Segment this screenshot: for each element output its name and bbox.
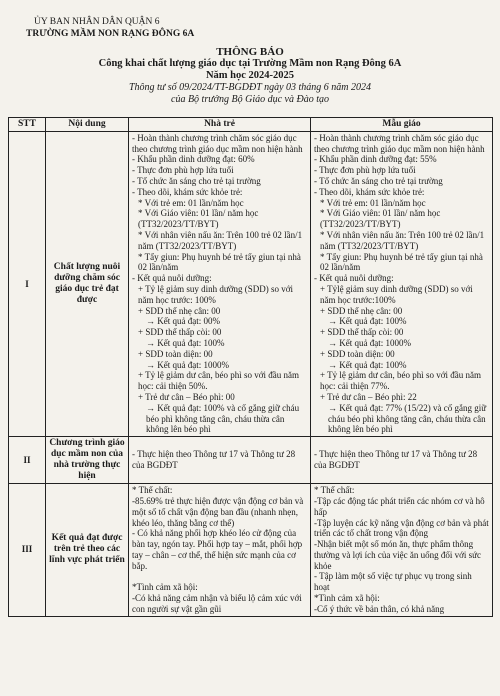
cell-nha-tre <box>129 131 311 436</box>
cell-text-line: + Tỷ lệ giảm suy dinh dưỡng (SDD) so với năm học trước: 100% <box>138 283 294 305</box>
cell-text-line: * Thể chất: <box>314 485 355 496</box>
reference-line-1: Thông tư số 09/2024/TT-BGDĐT ngày 03 tháng 6 năm 2024 <box>128 82 372 93</box>
row-content: Chương trình giáo dục mầm non của nhà trường thực hiện <box>46 437 129 484</box>
cell-text-line: - Khẩu phần dinh dưỡng đạt: 60% <box>132 154 255 165</box>
org-line-1: ỦY BAN NHÂN DÂN QUẬN 6 <box>34 17 160 27</box>
cell-text-line: * Tẩy giun: Phụ huynh bé trẻ tẩy giun tại nhà 02 lần/năm <box>138 251 301 273</box>
cell-text-line: - Theo dõi, khám sức khỏe trẻ: <box>132 186 243 197</box>
cell-text-line: -Tập luyện các kỹ năng vận động cơ bản và phát triển các tố chất trong vận động <box>314 517 489 539</box>
cell-text-line: + Trẻ dư cân – Béo phì: 00 <box>138 391 235 402</box>
row-content: Kết quả đạt được trên trẻ theo các lĩnh vực phát triển <box>46 484 129 617</box>
cell-text-line: → Kết quả đạt: 00% <box>146 316 220 327</box>
header-stt: STT <box>9 118 46 132</box>
cell-text-line: * Tẩy giun: Phụ huynh bé trẻ tẩy giun tại nhà 02 lần/năm <box>320 251 483 273</box>
cell-text-line: + SDD thể nhẹ cân: 00 <box>138 305 221 316</box>
cell-text-line: * Với trẻ em: 01 lần/năm học <box>138 197 244 208</box>
cell-text-line: + SDD toàn diện: 00 <box>320 348 395 359</box>
cell-text-line: *Tình cảm xã hội: <box>314 593 380 604</box>
cell-text-line: - Kết quả nuôi dưỡng: <box>132 273 212 284</box>
cell-text-line: * Với nhân viên nấu ăn: Trên 100 trẻ 02 lần/1 năm (TT32/2023/TT/BYT) <box>138 229 303 251</box>
cell-text-line: *Tình cảm xã hội: <box>132 582 198 593</box>
cell-text-line: → Kết quả đạt: 1000% <box>328 337 411 348</box>
cell-text-line: → Kết quả đạt: 100% <box>328 359 407 370</box>
cell-text-line: + Tỷ lệ giảm dư cân, béo phì so với đầu năm học: cải thiện 77%. <box>320 370 482 392</box>
cell-text-line: - Thực đơn phù hợp lứa tuổi <box>132 165 234 176</box>
title-block <box>0 46 500 106</box>
cell-text-line: - Khẩu phần dinh dưỡng đạt: 55% <box>314 154 437 165</box>
cell-text-line: - Có khả năng phối hợp khéo léo cử động của bàn tay, ngón tay. Phối hợp tay – mắt, phối hợp tay – chân – cơ thể, thể hiện sức mạnh của cơ bắp. <box>132 528 303 571</box>
cell-text-line: -Có khả năng cảm nhận và biểu lộ cảm xúc với con người sự vật gần gũi <box>132 593 302 614</box>
table-row <box>9 437 493 484</box>
row-stt: III <box>9 484 46 617</box>
cell-text-line <box>132 571 307 582</box>
cell-mau-giao <box>311 484 493 617</box>
cell-text-line: -85.69% trẻ thực hiện được vận động cơ bản và một số tố chất vận động ban đầu (nhanh nhẹn, khéo léo, thăng bằng cơ thể) <box>132 495 304 528</box>
cell-text-line: + SDD thể nhẹ cân: 00 <box>320 305 403 316</box>
table-row <box>9 484 493 617</box>
document-subtitle: Công khai chất lượng giáo dục tại Trường Mầm non Rạng Đông 6A <box>98 58 402 69</box>
cell-text-line: + Trẻ dư cân – Béo phì: 22 <box>320 391 417 402</box>
cell-nha-tre: - Thực hiện theo Thông tư 17 và Thông tư 28 của BGDĐT <box>129 437 311 484</box>
cell-nha-tre <box>129 484 311 617</box>
row-stt: II <box>9 437 46 484</box>
cell-text-line: - Tổ chức ăn sáng cho trẻ tại trường <box>132 175 261 186</box>
cell-text-line: - Hoàn thành chương trình chăm sóc giáo dục theo chương trình giáo dục mầm non hiện hành <box>314 132 485 154</box>
table-row <box>9 131 493 436</box>
table-header-row <box>9 118 493 132</box>
cell-text-line: + SDD thể thấp còi: 00 <box>320 327 404 338</box>
cell-text-line: * Với nhân viên nấu ăn: Trên 100 trẻ 02 lần/1 năm (TT32/2023/TT/BYT) <box>320 229 485 251</box>
header-content: Nội dung <box>46 118 129 132</box>
cell-mau-giao: - Thực hiện theo Thông tư 17 và Thông tư 28 của BGDĐT <box>311 437 493 484</box>
cell-text-line: → Kết quả đạt: 1000% <box>146 359 229 370</box>
quality-table <box>8 117 493 617</box>
cell-text-line: * Với Giáo viên: 01 lần/ năm học (TT32/2023/TT/BYT) <box>320 208 441 230</box>
org-line-2: TRƯỜNG MẦM NON RẠNG ĐÔNG 6A <box>26 29 195 39</box>
cell-text-line: → Kết quả đạt: 100% và cố gắng giữ cháu béo phì không tăng cân, cháu thừa cân không lên béo phì <box>146 402 300 435</box>
row-content: Chất lượng nuôi dưỡng chăm sóc giáo dục trẻ đạt được <box>46 131 129 436</box>
cell-text-line: * Với Giáo viên: 01 lần/ năm học (TT32/2023/TT/BYT) <box>138 208 259 230</box>
school-year: Năm học 2024-2025 <box>205 70 295 81</box>
cell-text-line: -Nhận biết một số món ăn, thực phẩm thông thường và lợi ích của việc ăn uống đối với sức khỏe <box>314 539 481 571</box>
cell-text-line: → Kết quả đạt: 77% (15/22) và cố gắng giữ cháu béo phì không tăng cân, cháu thừa cân không lên béo phì <box>328 402 487 435</box>
row-stt: I <box>9 131 46 436</box>
cell-text-line: - Kết quả nuôi dưỡng: <box>314 273 394 284</box>
cell-text-line: - Tập làm một số việc tự phục vụ trong sinh hoạt <box>314 571 472 593</box>
cell-text-line: * Với trẻ em: 01 lần/năm học <box>320 197 426 208</box>
cell-text-line: -Tập các động tác phát triển các nhóm cơ và hô hấp <box>314 495 485 517</box>
cell-text-line: + SDD toàn diện: 00 <box>138 348 213 359</box>
document-title: THÔNG BÁO <box>216 46 284 58</box>
cell-text-line: * Thể chất: <box>132 485 173 496</box>
cell-text-line: - Thực đơn phù hợp lứa tuổi <box>314 165 416 176</box>
cell-text-line: - Theo dõi, khám sức khỏe trẻ: <box>314 186 425 197</box>
cell-text-line: + Tỷ lệ giảm dư cân, béo phì so với đầu năm học: cải thiện 50%. <box>138 370 300 392</box>
reference-line-2: của Bộ trưởng Bộ Giáo dục và Đào tạo <box>171 94 329 105</box>
cell-text-line: - Tổ chức ăn sáng cho trẻ tại trường <box>314 175 443 186</box>
cell-mau-giao <box>311 131 493 436</box>
cell-text-line: → Kết quả đạt: 100% <box>146 337 225 348</box>
header-nha-tre: Nhà trẻ <box>129 118 311 132</box>
cell-text-line: - Hoàn thành chương trình chăm sóc giáo dục theo chương trình giáo dục mầm non hiện hành <box>132 132 303 154</box>
cell-text-line: → Kết quả đạt: 100% <box>328 316 407 327</box>
cell-text-line: + Tỷlệ giảm suy dinh dưỡng (SDD) so với năm học trước:100% <box>320 283 473 305</box>
cell-text-line: + SDD thể thấp còi: 00 <box>138 327 222 338</box>
cell-text-line: -Cố ý thức về bản thân, có khả năng <box>314 603 445 614</box>
issuing-organization <box>26 16 194 40</box>
header-mau-giao: Mẫu giáo <box>311 118 493 132</box>
